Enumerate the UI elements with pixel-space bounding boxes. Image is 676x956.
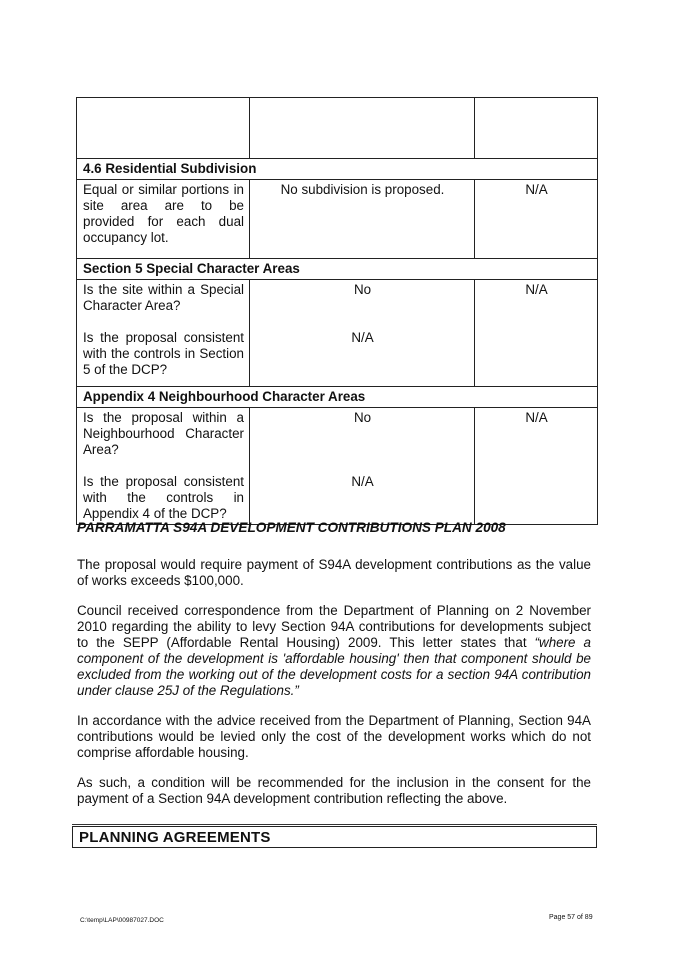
dcp-compliance-table <box>76 97 598 525</box>
section-heading-neighbourhood-character: Appendix 4 Neighbourhood Character Areas <box>77 387 598 408</box>
proposal-cell: No subdivision is proposed. <box>250 180 475 259</box>
table-section-row <box>77 159 598 180</box>
control-text: Is the proposal within a Neighbourhood Character Area? <box>83 410 244 457</box>
control-text: Is the site within a Special Character Area? <box>83 282 244 313</box>
proposal-text: No <box>353 410 372 425</box>
quoted-text: “where a component of the development is 'affordable housing' then that component should be excluded from the working out of the development costs for a section 94A contribution under clause 25J of the Regulations.” <box>77 635 591 698</box>
section-heading-residential-subdivision: 4.6 Residential Subdivision <box>77 159 598 180</box>
paragraph: The proposal would require payment of S94A development contributions as the value of works exceeds $100,000. <box>77 557 591 588</box>
paragraph-lead: Council received correspondence from the Department of Planning on 2 November 2010 regarding the ability to levy Section 94A contributions for developments subject to the SEPP (Affordable Rental Housing) 2009. This letter states that <box>77 603 591 650</box>
table-row <box>77 180 598 259</box>
table-row <box>77 98 598 159</box>
proposal-text: N/A <box>351 330 374 345</box>
planning-agreements-heading: PLANNING AGREEMENTS <box>79 829 271 846</box>
footer-file-path: C:\temp\LAP\00987027.DOC <box>80 917 164 924</box>
control-text: Equal or similar portions in site area are to be provided for each dual occupancy lot. <box>83 182 244 245</box>
paragraph: In accordance with the advice received from the Department of Planning, Section 94A contributions would be levied only the cost of the development works which do not comprise affordable housing. <box>77 713 591 760</box>
compliance-cell: N/A <box>475 180 598 259</box>
table-row <box>77 280 598 387</box>
proposal-text: N/A <box>351 474 374 489</box>
paragraph: As such, a condition will be recommended for the inclusion in the consent for the payment of a Section 94A development contribution reflecting the above. <box>77 775 591 806</box>
footer-page-number: Page 57 of 89 <box>549 914 593 921</box>
paragraph <box>77 603 591 699</box>
control-text: Is the proposal consistent with the controls in Appendix 4 of the DCP? <box>83 474 244 521</box>
control-text: Is the proposal consistent with the controls in Section 5 of the DCP? <box>83 330 244 377</box>
table-section-row <box>77 387 598 408</box>
proposal-text: No <box>353 282 372 297</box>
planning-agreements-box <box>72 826 597 848</box>
contributions-plan-heading: PARRAMATTA S94A DEVELOPMENT CONTRIBUTIONS PLAN 2008 <box>77 520 506 535</box>
table-section-row <box>77 259 598 280</box>
section-heading-special-character: Section 5 Special Character Areas <box>77 259 598 280</box>
compliance-cell: N/A <box>475 408 598 525</box>
compliance-cell: N/A <box>475 280 598 387</box>
table-row <box>77 408 598 525</box>
divider <box>72 824 597 825</box>
